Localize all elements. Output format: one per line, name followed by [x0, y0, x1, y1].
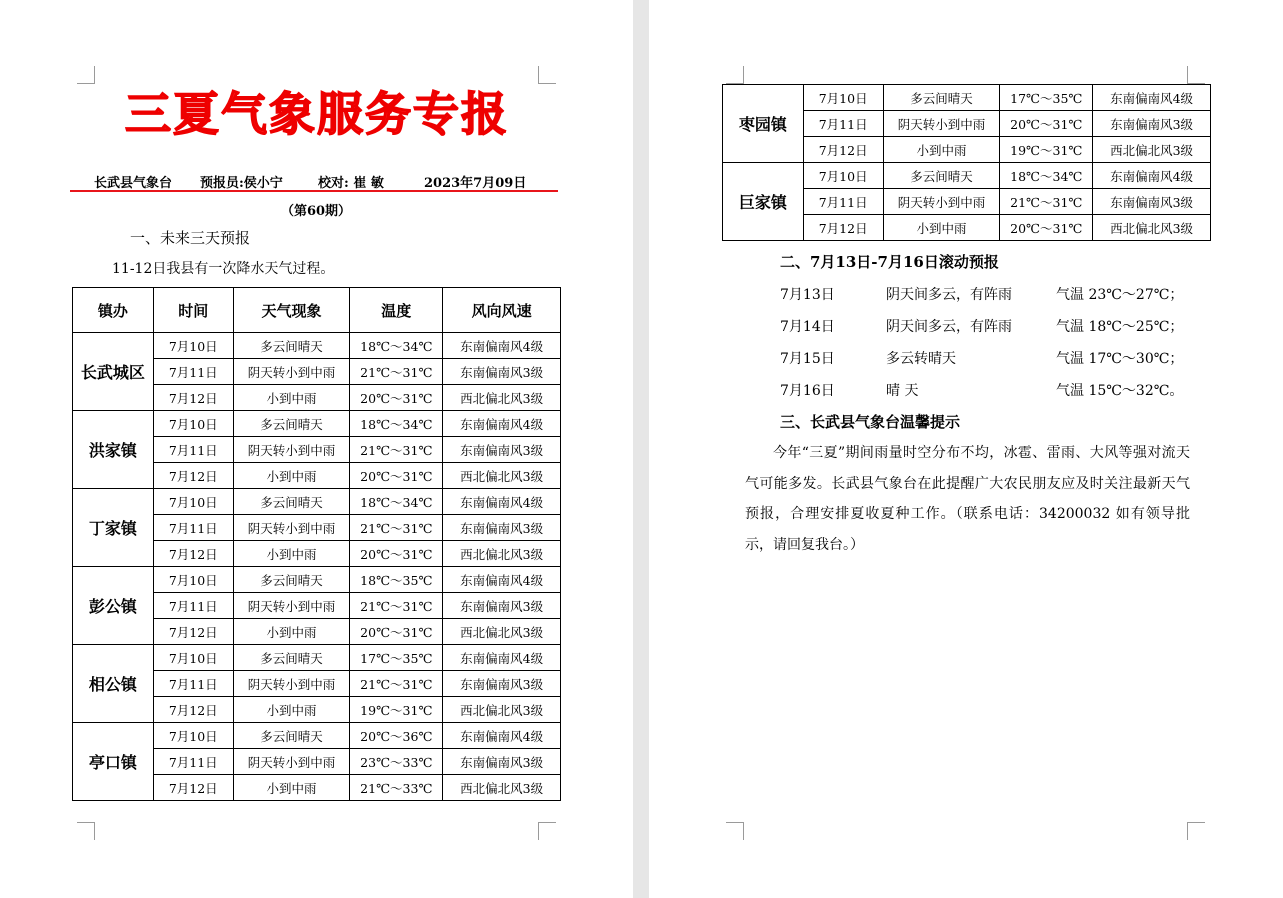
forecast-date: 7月10日 [153, 333, 233, 359]
temperature-range: 21℃～31℃ [1000, 189, 1093, 215]
forecast-date: 7月11日 [153, 749, 233, 775]
weather-condition: 阴天转小到中雨 [883, 189, 1000, 215]
wind-info: 西北偏北风3级 [443, 697, 561, 723]
rolling-temp: 气温 15℃～32℃。 [1056, 383, 1184, 399]
temperature-range: 21℃～31℃ [350, 437, 443, 463]
wind-info: 东南偏南风4级 [443, 333, 561, 359]
forecast-date: 7月12日 [153, 541, 233, 567]
weather-condition: 阴天转小到中雨 [233, 593, 350, 619]
column-header: 时间 [153, 288, 233, 333]
temperature-range: 18℃～35℃ [350, 567, 443, 593]
town-name: 彭公镇 [73, 567, 154, 645]
table-row [73, 411, 561, 437]
temperature-range: 17℃～35℃ [350, 645, 443, 671]
rolling-weather: 多云转晴天 [886, 351, 956, 367]
rolling-date: 7月14日 [780, 319, 835, 335]
weather-condition: 小到中雨 [233, 775, 350, 801]
rolling-temp: 气温 18℃～25℃； [1056, 319, 1184, 335]
forecast-date: 7月12日 [803, 137, 883, 163]
rolling-weather: 阴天间多云，有阵雨 [886, 287, 1012, 303]
weather-condition: 多云间晴天 [233, 411, 350, 437]
margin-mark [77, 822, 95, 840]
weather-condition: 阴天转小到中雨 [233, 749, 350, 775]
checker: 校对: 崔 敏 [318, 176, 384, 191]
forecast-date: 7月10日 [803, 85, 883, 111]
temperature-range: 18℃～34℃ [350, 333, 443, 359]
temperature-range: 20℃～31℃ [350, 619, 443, 645]
temperature-range: 23℃～33℃ [350, 749, 443, 775]
temperature-range: 21℃～33℃ [350, 775, 443, 801]
forecast-date: 7月10日 [153, 567, 233, 593]
temperature-range: 21℃～31℃ [350, 593, 443, 619]
town-name: 丁家镇 [73, 489, 154, 567]
weather-condition: 阴天转小到中雨 [883, 111, 1000, 137]
wind-info: 西北偏北风3级 [443, 619, 561, 645]
forecast-date: 7月10日 [153, 411, 233, 437]
column-header: 风向风速 [443, 288, 561, 333]
wind-info: 东南偏南风3级 [1093, 111, 1211, 137]
town-name: 亭口镇 [73, 723, 154, 801]
wind-info: 东南偏南风3级 [443, 593, 561, 619]
wind-info: 东南偏南风3级 [443, 749, 561, 775]
table-row [73, 489, 561, 515]
temperature-range: 21℃～31℃ [350, 671, 443, 697]
temperature-range: 20℃～31℃ [350, 541, 443, 567]
table-row [73, 333, 561, 359]
wind-info: 西北偏北风3级 [1093, 215, 1211, 241]
weather-condition: 小到中雨 [233, 697, 350, 723]
document-page-1 [0, 0, 633, 898]
section-2-heading: 二、7月13日-7月16日滚动预报 [780, 253, 999, 271]
weather-condition: 阴天转小到中雨 [233, 359, 350, 385]
town-name: 长武城区 [73, 333, 154, 411]
weather-condition: 多云间晴天 [233, 567, 350, 593]
table-row [723, 163, 1211, 189]
temperature-range: 20℃～31℃ [1000, 215, 1093, 241]
weather-condition: 小到中雨 [233, 385, 350, 411]
forecast-date: 7月11日 [153, 359, 233, 385]
town-name: 洪家镇 [73, 411, 154, 489]
weather-condition: 小到中雨 [883, 215, 1000, 241]
wind-info: 东南偏南风4级 [443, 645, 561, 671]
rolling-date: 7月16日 [780, 383, 835, 399]
forecast-date: 7月10日 [153, 489, 233, 515]
wind-info: 东南偏南风3级 [443, 437, 561, 463]
org-name: 长武县气象台 [94, 176, 173, 191]
forecast-date: 7月10日 [803, 163, 883, 189]
section-3-heading: 三、长武县气象台温馨提示 [780, 413, 961, 431]
weather-condition: 多云间晴天 [233, 723, 350, 749]
weather-condition: 小到中雨 [883, 137, 1000, 163]
wind-info: 东南偏南风4级 [443, 723, 561, 749]
forecast-date: 7月12日 [803, 215, 883, 241]
report-date: 2023年7月09日 [424, 176, 527, 191]
weather-condition: 小到中雨 [233, 541, 350, 567]
wind-info: 东南偏南风4级 [1093, 85, 1211, 111]
weather-condition: 小到中雨 [233, 463, 350, 489]
forecast-date: 7月10日 [153, 645, 233, 671]
rolling-date: 7月15日 [780, 351, 835, 367]
weather-condition: 多云间晴天 [233, 489, 350, 515]
rolling-weather: 晴 天 [886, 383, 919, 399]
wind-info: 西北偏北风3级 [443, 463, 561, 489]
wind-info: 西北偏北风3级 [443, 385, 561, 411]
section-3-text: 今年“三夏”期间雨量时空分布不均，冰雹、雷雨、大风等强对流天气可能多发。长武县气象台在此提醒广大农民朋友应及时关注最新天气预报，合理安排夏收夏种工作。（联系电话：34200032 如有领导批示，请回复我台。） [745, 445, 1190, 553]
table-row [73, 567, 561, 593]
wind-info: 西北偏北风3级 [1093, 137, 1211, 163]
weather-condition: 小到中雨 [233, 619, 350, 645]
table-row [73, 645, 561, 671]
rolling-temp: 气温 17℃～30℃； [1056, 351, 1184, 367]
page-gap [633, 0, 649, 898]
forecast-date: 7月12日 [153, 619, 233, 645]
wind-info: 东南偏南风3级 [443, 671, 561, 697]
issue-number: （第60期） [280, 204, 352, 219]
temperature-range: 20℃～31℃ [350, 463, 443, 489]
town-name: 枣园镇 [723, 85, 804, 163]
weather-condition: 阴天转小到中雨 [233, 515, 350, 541]
weather-condition: 多云间晴天 [233, 333, 350, 359]
table-header-row [73, 288, 561, 333]
temperature-range: 21℃～31℃ [350, 359, 443, 385]
margin-mark [1187, 822, 1205, 840]
section-1-heading: 一、未来三天预报 [130, 229, 251, 247]
town-name: 相公镇 [73, 645, 154, 723]
wind-info: 东南偏南风4级 [443, 411, 561, 437]
wind-info: 东南偏南风4级 [443, 489, 561, 515]
temperature-range: 21℃～31℃ [350, 515, 443, 541]
wind-info: 东南偏南风4级 [1093, 163, 1211, 189]
forecast-date: 7月12日 [153, 385, 233, 411]
forecaster: 预报员:侯小宁 [200, 176, 283, 191]
town-name: 巨家镇 [723, 163, 804, 241]
rolling-temp: 气温 23℃～27℃； [1056, 287, 1184, 303]
weather-condition: 阴天转小到中雨 [233, 437, 350, 463]
column-header: 天气现象 [233, 288, 350, 333]
wind-info: 东南偏南风3级 [443, 515, 561, 541]
temperature-range: 19℃～31℃ [350, 697, 443, 723]
forecast-date: 7月10日 [153, 723, 233, 749]
forecast-date: 7月11日 [803, 111, 883, 137]
temperature-range: 18℃～34℃ [1000, 163, 1093, 189]
wind-info: 西北偏北风3级 [443, 775, 561, 801]
column-header: 镇办 [73, 288, 154, 333]
rolling-weather: 阴天间多云，有阵雨 [886, 319, 1012, 335]
temperature-range: 20℃～36℃ [350, 723, 443, 749]
temperature-range: 20℃～31℃ [350, 385, 443, 411]
weather-condition: 阴天转小到中雨 [233, 671, 350, 697]
wind-info: 西北偏北风3级 [443, 541, 561, 567]
temperature-range: 19℃～31℃ [1000, 137, 1093, 163]
forecast-date: 7月11日 [803, 189, 883, 215]
forecast-date: 7月11日 [153, 515, 233, 541]
table-row [723, 85, 1211, 111]
rolling-date: 7月13日 [780, 287, 835, 303]
temperature-range: 17℃～35℃ [1000, 85, 1093, 111]
margin-mark [1187, 66, 1205, 84]
forecast-date: 7月12日 [153, 463, 233, 489]
weather-condition: 多云间晴天 [233, 645, 350, 671]
forecast-date: 7月11日 [153, 437, 233, 463]
forecast-table-continued [722, 84, 1211, 241]
temperature-range: 20℃～31℃ [1000, 111, 1093, 137]
wind-info: 东南偏南风3级 [1093, 189, 1211, 215]
temperature-range: 18℃～34℃ [350, 489, 443, 515]
forecast-date: 7月11日 [153, 671, 233, 697]
margin-mark [538, 822, 556, 840]
temperature-range: 18℃～34℃ [350, 411, 443, 437]
wind-info: 东南偏南风4级 [443, 567, 561, 593]
forecast-date: 7月11日 [153, 593, 233, 619]
margin-mark [726, 66, 744, 84]
weather-condition: 多云间晴天 [883, 85, 1000, 111]
report-byline [70, 172, 558, 192]
forecast-date: 7月12日 [153, 697, 233, 723]
section-1-summary: 11-12日我县有一次降水天气过程。 [112, 261, 335, 277]
report-title: 三夏气象服务专报 [125, 87, 509, 141]
wind-info: 东南偏南风3级 [443, 359, 561, 385]
table-row [73, 723, 561, 749]
column-header: 温度 [350, 288, 443, 333]
forecast-table [72, 287, 561, 801]
margin-mark [726, 822, 744, 840]
weather-condition: 多云间晴天 [883, 163, 1000, 189]
forecast-date: 7月12日 [153, 775, 233, 801]
